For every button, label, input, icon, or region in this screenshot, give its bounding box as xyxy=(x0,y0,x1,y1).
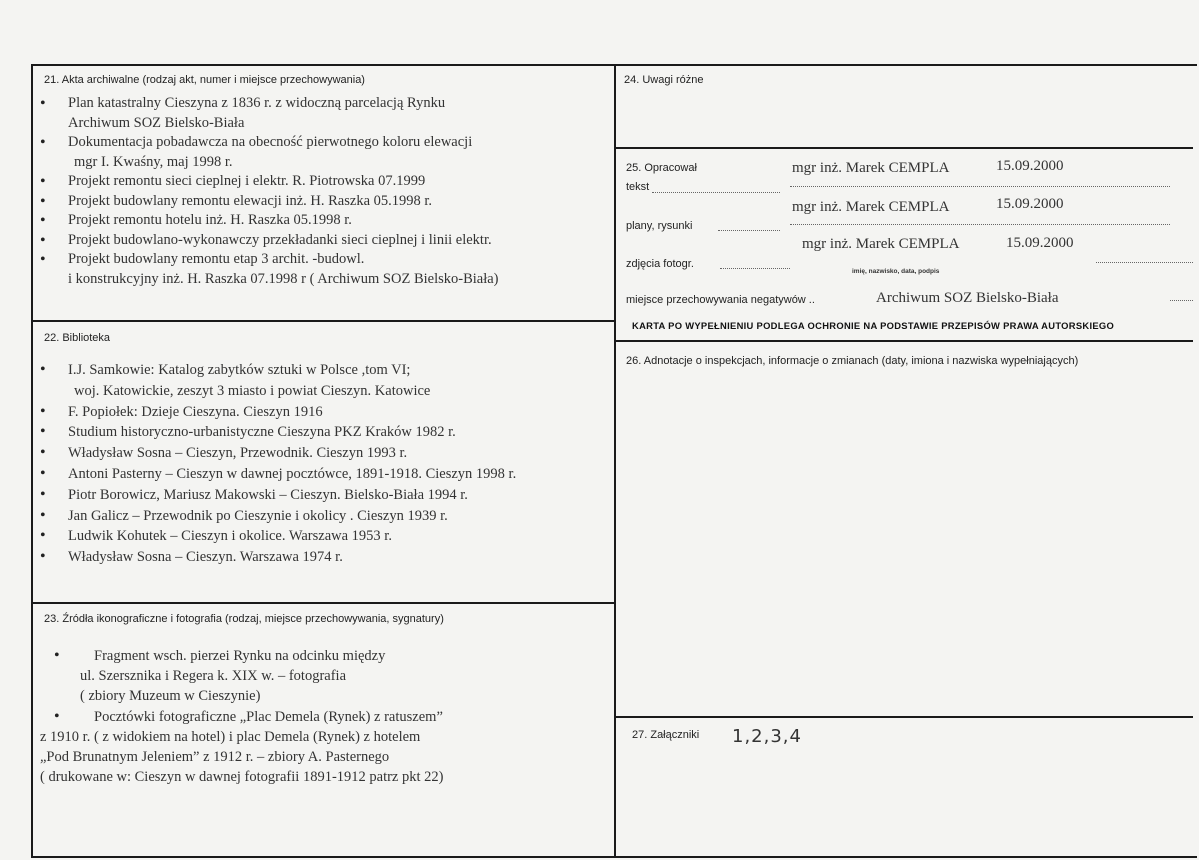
section-25-title: 25. Opracował xyxy=(626,162,697,174)
section-23-title: 23. Źródła ikonograficzne i fotografia (rodzaj, miejsce przechowywania, sygnatury) xyxy=(44,613,444,625)
list-item: • Projekt budowlany remontu etap 3 archit. -budowl. xyxy=(40,250,499,270)
attachments-value: 1,2,3,4 xyxy=(732,726,802,747)
list-item: • I.J. Samkowie: Katalog zabytków sztuki w Polsce ,tom VI; xyxy=(40,360,516,381)
list-item: • Projekt remontu sieci cieplnej i elektr. R. Piotrowska 07.1999 xyxy=(40,172,499,192)
list-item: • Dokumentacja pobadawcza na obecność pierwotnego koloru elewacji xyxy=(40,133,499,153)
bottom-rule xyxy=(32,856,1197,858)
list-item: • Ludwik Kohutek – Cieszyn i okolice. Warszawa 1953 r. xyxy=(40,526,516,547)
rule-25-26 xyxy=(615,340,1193,342)
section-22-title: 22. Biblioteka xyxy=(44,332,111,344)
author-name-2: mgr inż. Marek CEMPLA xyxy=(792,199,950,215)
left-border xyxy=(31,64,33,858)
list-item-continuation: mgr I. Kwaśny, maj 1998 r. xyxy=(74,153,233,170)
rule-22-23 xyxy=(32,602,615,604)
list-item: • Studium historyczno-urbanistyczne Cieszyna PKZ Kraków 1982 r. xyxy=(40,422,516,443)
rule-21-22 xyxy=(32,320,615,322)
sign-line-3 xyxy=(1096,262,1193,263)
list-item-continuation: Archiwum SOZ Bielsko-Biała xyxy=(68,114,245,131)
list-item: • Projekt remontu hotelu inż. H. Raszka 05.1998 r. xyxy=(40,211,499,231)
author-date-1: 15.09.2000 xyxy=(996,158,1064,174)
list-item: • Władysław Sosna – Cieszyn, Przewodnik. Cieszyn 1993 r. xyxy=(40,443,516,464)
section-24-title: 24. Uwagi różne xyxy=(624,74,704,86)
section-21-title: 21. Akta archiwalne (rodzaj akt, numer i miejsce przechowywania) xyxy=(44,74,365,86)
rule-24-25 xyxy=(615,147,1193,149)
list-item: • Projekt budowlano-wykonawczy przekładanki sieci cieplnej i linii elektr. xyxy=(40,231,499,251)
section-26-title: 26. Adnotacje o inspekcjach, informacje o zmianach (daty, imiona i nazwiska wypełniających) xyxy=(626,355,1079,367)
zdjecia-label: zdjęcia fotogr. xyxy=(626,258,694,270)
list-item: • Jan Galicz – Przewodnik po Cieszynie i okolicy . Cieszyn 1939 r. xyxy=(40,506,516,527)
section-23-list xyxy=(40,646,443,787)
center-divider xyxy=(614,64,616,858)
author-date-2: 15.09.2000 xyxy=(996,196,1064,212)
negatives-label: miejsce przechowywania negatywów .. xyxy=(626,294,815,306)
plany-dots xyxy=(718,230,780,231)
negatives-dots xyxy=(1170,300,1193,301)
negatives-value: Archiwum SOZ Bielsko-Biała xyxy=(876,290,1059,306)
list-item: • F. Popiołek: Dzieje Cieszyna. Cieszyn 1916 xyxy=(40,402,516,423)
list-item: • Projekt budowlany remontu elewacji inż. H. Raszka 05.1998 r. xyxy=(40,192,499,212)
rule-26-27 xyxy=(615,716,1193,718)
list-item-continuation: woj. Katowickie, zeszyt 3 miasto i powiat Cieszyn. Katowice xyxy=(74,382,431,399)
author-date-3: 15.09.2000 xyxy=(1006,235,1074,251)
signature-caption: imię, nazwisko, data, podpis xyxy=(852,268,940,275)
list-item-continuation: i konstrukcyjny inż. H. Raszka 07.1998 r ( Archiwum SOZ Bielsko-Biała) xyxy=(68,270,499,287)
zdjecia-dots xyxy=(720,268,790,269)
list-item: • Fragment wsch. pierzei Rynku na odcinku między xyxy=(54,646,443,666)
author-name-1: mgr inż. Marek CEMPLA xyxy=(792,160,950,176)
list-item: • Antoni Pasterny – Cieszyn w dawnej pocztówce, 1891-1918. Cieszyn 1998 r. xyxy=(40,464,516,485)
list-item-continuation: ul. Szersznika i Regera k. XIX w. – fotografia xyxy=(80,668,347,685)
list-item: • Plan katastralny Cieszyna z 1836 r. z widoczną parcelacją Rynku xyxy=(40,94,499,114)
list-item-continuation: „Pod Brunatnym Jeleniem” z 1912 r. – zbiory A. Pasternego xyxy=(40,749,390,766)
list-item-continuation: ( zbiory Muzeum w Cieszynie) xyxy=(80,688,261,705)
tekst-label: tekst xyxy=(626,181,650,193)
list-item: • Władysław Sosna – Cieszyn. Warszawa 1974 r. xyxy=(40,547,516,568)
section-22-list xyxy=(40,360,516,568)
sign-line-1 xyxy=(790,186,1170,187)
list-item: • Pocztówki fotograficzne „Plac Demela (Rynek) z ratuszem” xyxy=(54,707,443,727)
section-21-list xyxy=(40,94,499,289)
sign-line-2 xyxy=(790,224,1170,225)
tekst-dots xyxy=(652,192,780,193)
author-name-3: mgr inż. Marek CEMPLA xyxy=(802,236,960,252)
list-item: • Piotr Borowicz, Mariusz Makowski – Cieszyn. Bielsko-Biała 1994 r. xyxy=(40,485,516,506)
list-item-continuation: z 1910 r. ( z widokiem na hotel) i plac Demela (Rynek) z hotelem xyxy=(40,728,421,745)
list-item-continuation: ( drukowane w: Cieszyn w dawnej fotografii 1891-1912 patrz pkt 22) xyxy=(40,769,444,786)
copyright-notice: KARTA PO WYPEŁNIENIU PODLEGA OCHRONIE NA PODSTAWIE PRZEPISÓW PRAWA AUTORSKIEGO xyxy=(632,320,1115,331)
plany-label: plany, rysunki xyxy=(626,220,693,232)
section-27-title: 27. Załączniki xyxy=(632,729,700,741)
